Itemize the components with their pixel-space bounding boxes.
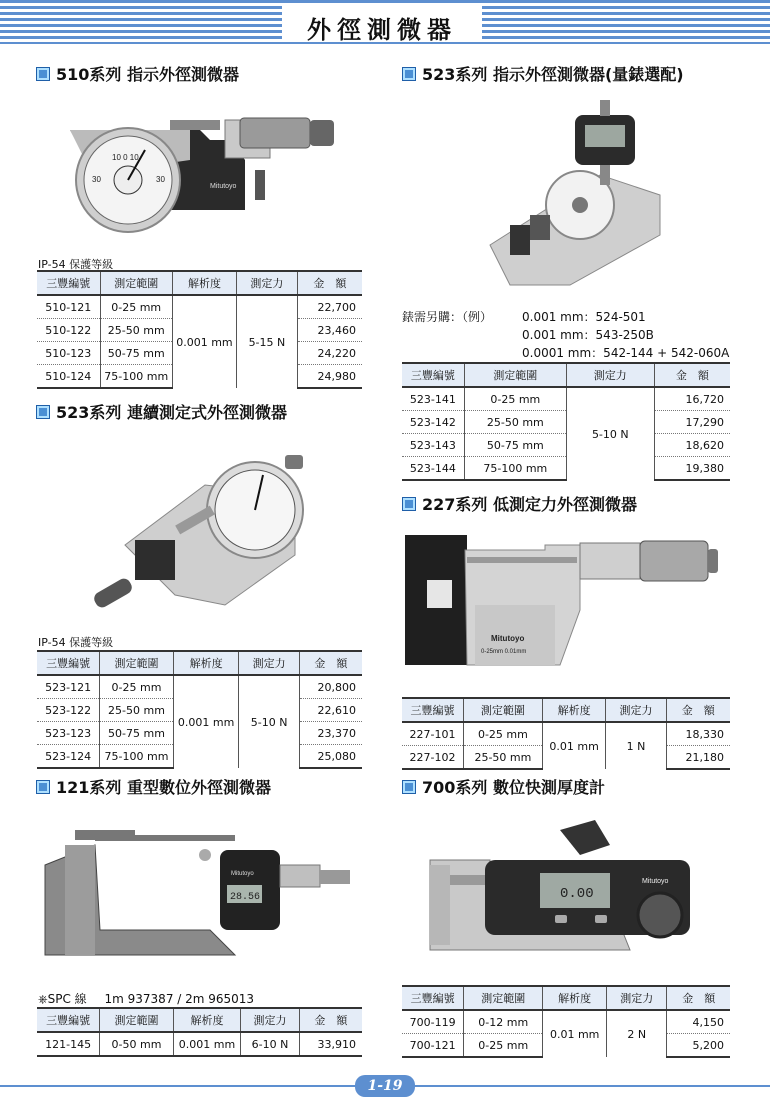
cell-code: 510-123 bbox=[37, 342, 100, 365]
cell-price: 17,290 bbox=[654, 411, 730, 434]
cell-resolution: 0.001 mm bbox=[173, 1032, 241, 1056]
section-title-text: 700系列 數位快測厚度計 bbox=[422, 778, 605, 797]
col-header: 測定範圍 bbox=[100, 651, 174, 675]
col-header: 三豐編號 bbox=[37, 271, 100, 295]
table-row bbox=[402, 457, 730, 481]
section-title-text: 121系列 重型數位外徑測微器 bbox=[56, 778, 271, 797]
section-title-121 bbox=[36, 775, 271, 799]
col-header: 三豐編號 bbox=[37, 651, 100, 675]
cell-range: 0-25 mm bbox=[464, 722, 543, 746]
spec-table-510 bbox=[37, 270, 362, 389]
section-title-text: 510系列 指示外徑測微器 bbox=[56, 65, 239, 84]
cell-code: 523-123 bbox=[37, 722, 100, 745]
photo-range-label: 0-25mm 0.01mm bbox=[481, 649, 527, 655]
cell-range: 0-12 mm bbox=[464, 1010, 543, 1034]
table-row bbox=[402, 434, 730, 457]
cell-code: 523-142 bbox=[402, 411, 464, 434]
cell-code: 523-121 bbox=[37, 675, 100, 699]
cell-force: 5-10 N bbox=[239, 675, 299, 768]
cell-range: 25-50 mm bbox=[464, 411, 566, 434]
table-header-row bbox=[37, 271, 362, 295]
table-row bbox=[37, 1032, 362, 1056]
spec-table-700 bbox=[402, 985, 730, 1058]
display-readout: 28.56 bbox=[230, 892, 261, 903]
section-bullet-icon bbox=[402, 497, 416, 511]
svg-text:30: 30 bbox=[156, 175, 165, 184]
col-header: 測定力 bbox=[607, 986, 667, 1010]
cell-price: 19,380 bbox=[654, 457, 730, 481]
col-header: 三豐編號 bbox=[402, 698, 464, 722]
cell-code: 523-143 bbox=[402, 434, 464, 457]
cell-force: 6-10 N bbox=[241, 1032, 299, 1056]
cell-resolution: 0.01 mm bbox=[542, 722, 606, 769]
table-header-row bbox=[37, 651, 362, 675]
product-photo-523b bbox=[85, 435, 315, 625]
cell-code: 523-124 bbox=[37, 745, 100, 769]
spec-table-523b bbox=[37, 650, 362, 769]
col-header: 解析度 bbox=[543, 986, 607, 1010]
cell-range: 25-50 mm bbox=[100, 699, 174, 722]
col-header: 金 額 bbox=[299, 1008, 362, 1032]
spec-table-121 bbox=[37, 1007, 362, 1057]
section-title-227 bbox=[402, 492, 637, 516]
cell-code: 510-124 bbox=[37, 365, 100, 389]
cell-range: 0-25 mm bbox=[100, 675, 174, 699]
cell-range: 50-75 mm bbox=[464, 434, 566, 457]
col-header: 測定力 bbox=[606, 698, 666, 722]
col-header: 三豐編號 bbox=[37, 1008, 100, 1032]
section-bullet-icon bbox=[36, 780, 50, 794]
col-header: 解析度 bbox=[172, 271, 236, 295]
cell-price: 23,460 bbox=[297, 319, 362, 342]
cell-price: 18,620 bbox=[654, 434, 730, 457]
table-header-row bbox=[402, 698, 730, 722]
col-header: 金 額 bbox=[666, 698, 730, 722]
dial-option-3: 0.0001 mm：542-144 + 542-060A bbox=[522, 346, 730, 360]
table-row bbox=[402, 1010, 730, 1034]
cell-resolution: 0.01 mm bbox=[543, 1010, 607, 1057]
cell-code: 700-121 bbox=[402, 1034, 464, 1058]
section-bullet-icon bbox=[402, 67, 416, 81]
section-bullet-icon bbox=[36, 405, 50, 419]
cell-range: 0-25 mm bbox=[100, 295, 172, 319]
table-row bbox=[402, 387, 730, 411]
brand-label: Mitutoyo bbox=[231, 871, 254, 877]
cell-range: 0-50 mm bbox=[100, 1032, 174, 1056]
cell-price: 24,220 bbox=[297, 342, 362, 365]
cell-price: 23,370 bbox=[299, 722, 362, 745]
cell-range: 25-50 mm bbox=[464, 746, 543, 770]
cell-price: 21,180 bbox=[666, 746, 730, 770]
table-header-row bbox=[402, 363, 730, 387]
col-header: 測定範圍 bbox=[464, 363, 566, 387]
col-header: 測定力 bbox=[566, 363, 654, 387]
table-row bbox=[402, 722, 730, 746]
svg-text:10 0 10: 10 0 10 bbox=[112, 153, 139, 162]
spc-note bbox=[38, 990, 254, 1007]
cell-code: 700-119 bbox=[402, 1010, 464, 1034]
section-title-text: 227系列 低測定力外徑測微器 bbox=[422, 495, 637, 514]
cell-code: 121-145 bbox=[37, 1032, 100, 1056]
cell-code: 227-101 bbox=[402, 722, 464, 746]
col-header: 測定範圍 bbox=[464, 986, 543, 1010]
cell-range: 75-100 mm bbox=[100, 365, 172, 389]
cell-range: 50-75 mm bbox=[100, 722, 174, 745]
col-header: 測定力 bbox=[239, 651, 299, 675]
section-title-700 bbox=[402, 775, 605, 799]
header-title-box bbox=[282, 6, 482, 44]
product-photo-121 bbox=[35, 815, 355, 965]
cell-price: 24,980 bbox=[297, 365, 362, 389]
cell-range: 75-100 mm bbox=[464, 457, 566, 481]
cell-resolution: 0.001 mm bbox=[173, 675, 239, 768]
section-title-text: 523系列 指示外徑測微器(量錶選配) bbox=[422, 65, 684, 84]
col-header: 測定範圍 bbox=[100, 1008, 174, 1032]
cell-force: 1 N bbox=[606, 722, 666, 769]
product-photo-523a bbox=[450, 95, 730, 295]
dial-option-2: 0.001 mm：543-250B bbox=[522, 328, 654, 342]
cell-range: 0-25 mm bbox=[464, 387, 566, 411]
col-header: 金 額 bbox=[654, 363, 730, 387]
cell-force: 2 N bbox=[607, 1010, 667, 1057]
dial-option-1: 0.001 mm：524-501 bbox=[522, 310, 646, 324]
col-header: 測定範圍 bbox=[100, 271, 172, 295]
brand-label: Mitutoyo bbox=[491, 634, 525, 643]
col-header: 測定力 bbox=[237, 271, 298, 295]
spc-value: 1m 937387 / 2m 965013 bbox=[104, 992, 255, 1006]
cell-resolution: 0.001 mm bbox=[172, 295, 236, 388]
cell-code: 523-144 bbox=[402, 457, 464, 481]
cell-price: 25,080 bbox=[299, 745, 362, 769]
svg-text:30: 30 bbox=[92, 175, 101, 184]
section-bullet-icon bbox=[36, 67, 50, 81]
cell-code: 523-122 bbox=[37, 699, 100, 722]
cell-price: 5,200 bbox=[667, 1034, 730, 1058]
col-header: 三豐編號 bbox=[402, 363, 464, 387]
product-photo-700 bbox=[420, 815, 700, 965]
table-header-row bbox=[37, 1008, 362, 1032]
table-row bbox=[37, 675, 362, 699]
cell-price: 16,720 bbox=[654, 387, 730, 411]
section-title-text: 523系列 連續測定式外徑測微器 bbox=[56, 403, 287, 422]
cell-price: 33,910 bbox=[299, 1032, 362, 1056]
cell-code: 510-122 bbox=[37, 319, 100, 342]
section-title-510 bbox=[36, 62, 239, 86]
spec-table-227 bbox=[402, 697, 730, 770]
display-readout: 0.00 bbox=[560, 886, 594, 902]
col-header: 金 額 bbox=[299, 651, 362, 675]
cell-force: 5-10 N bbox=[566, 387, 654, 480]
cell-price: 22,700 bbox=[297, 295, 362, 319]
section-title-523b bbox=[36, 400, 287, 424]
table-row bbox=[37, 295, 362, 319]
cell-range: 75-100 mm bbox=[100, 745, 174, 769]
col-header: 金 額 bbox=[667, 986, 730, 1010]
cell-range: 0-25 mm bbox=[464, 1034, 543, 1058]
brand-label: Mitutoyo bbox=[642, 878, 669, 885]
col-header: 三豐編號 bbox=[402, 986, 464, 1010]
cell-code: 523-141 bbox=[402, 387, 464, 411]
product-photo-510 bbox=[50, 110, 340, 240]
col-header: 解析度 bbox=[173, 651, 239, 675]
cell-price: 18,330 bbox=[666, 722, 730, 746]
cell-price: 20,800 bbox=[299, 675, 362, 699]
spec-table-523a bbox=[402, 362, 730, 481]
page-number: 1-19 bbox=[355, 1075, 415, 1097]
cable-icon: ⎈ bbox=[38, 992, 48, 1006]
col-header: 解析度 bbox=[173, 1008, 241, 1032]
brand-label: Mitutoyo bbox=[210, 183, 237, 190]
product-photo-227 bbox=[405, 535, 720, 670]
cell-range: 50-75 mm bbox=[100, 342, 172, 365]
protection-note-523b: IP-54 保護等級 bbox=[38, 636, 114, 649]
section-bullet-icon bbox=[402, 780, 416, 794]
cell-price: 22,610 bbox=[299, 699, 362, 722]
section-title-523a bbox=[402, 62, 684, 86]
cell-range: 25-50 mm bbox=[100, 319, 172, 342]
spc-label: SPC 線 bbox=[47, 992, 87, 1006]
col-header: 測定力 bbox=[241, 1008, 299, 1032]
col-header: 測定範圍 bbox=[464, 698, 543, 722]
col-header: 金 額 bbox=[297, 271, 362, 295]
dial-required-label: 錶需另購：（例） bbox=[402, 310, 493, 324]
cell-code: 510-121 bbox=[37, 295, 100, 319]
protection-note-510: IP-54 保護等級 bbox=[38, 258, 114, 271]
col-header: 解析度 bbox=[542, 698, 606, 722]
cell-price: 4,150 bbox=[667, 1010, 730, 1034]
cell-force: 5-15 N bbox=[237, 295, 298, 388]
page-title: 外徑測微器 bbox=[307, 15, 457, 44]
table-row bbox=[402, 411, 730, 434]
cell-code: 227-102 bbox=[402, 746, 464, 770]
table-header-row bbox=[402, 986, 730, 1010]
